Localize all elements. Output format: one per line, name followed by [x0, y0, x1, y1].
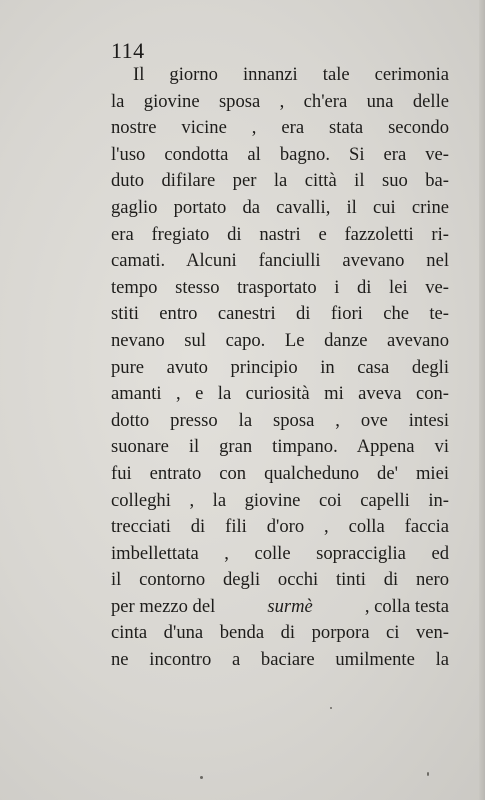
text-fragment: per mezzo del	[111, 595, 216, 617]
text-line: l'uso condotta al bagno. Si era ve-	[111, 143, 449, 165]
text-line: pure avuto principio in casa degli	[111, 356, 449, 378]
paper-speck	[330, 707, 332, 709]
text-line: nostre vicine , era stata secondo	[111, 117, 449, 139]
text-line: fui entrato con qualcheduno de' miei	[111, 462, 449, 484]
paper-speck	[200, 776, 203, 779]
paper-speck	[427, 772, 429, 776]
text-line: amanti , e la curiosità mi aveva con-	[111, 383, 449, 405]
italic-word: surmè	[267, 595, 313, 617]
text-line: nevano sul capo. Le danze avevano	[111, 329, 449, 351]
text-line: il contorno degli occhi tinti di nero	[111, 569, 449, 591]
text-line: dotto presso la sposa , ove intesi	[111, 409, 449, 431]
text-line: Il giorno innanzi tale cerimonia	[133, 64, 449, 85]
text-line: gaglio portato da cavalli, il cui crine	[111, 196, 449, 218]
text-line: camati. Alcuni fanciulli avevano nel	[111, 250, 449, 272]
text-line: duto difilare per la città il suo ba-	[111, 170, 449, 192]
text-line: trecciati di fili d'oro , colla faccia	[111, 516, 449, 538]
text-line: suonare il gran timpano. Appena vi	[111, 436, 449, 458]
text-line: imbellettata , colle sopracciglia ed	[111, 542, 449, 564]
text-line: tempo stesso trasportato i di lei ve-	[111, 276, 449, 298]
page-edge-shadow	[479, 0, 485, 800]
text-line: cinta d'una benda di porpora ci ven-	[111, 622, 449, 644]
text-line: era fregiato di nastri e fazzoletti ri-	[111, 223, 449, 245]
text-line: colleghi , la giovine coi capelli in-	[111, 489, 449, 511]
text-line-mixed	[111, 594, 449, 621]
text-fragment: , colla testa	[364, 595, 449, 617]
page-number: 114	[111, 38, 145, 63]
text-line: la giovine sposa , ch'era una delle	[111, 90, 449, 112]
body-text	[111, 62, 449, 674]
text-line: stiti entro canestri di fiori che te-	[111, 303, 449, 325]
text-line: ne incontro a baciare umilmente la	[111, 649, 449, 671]
